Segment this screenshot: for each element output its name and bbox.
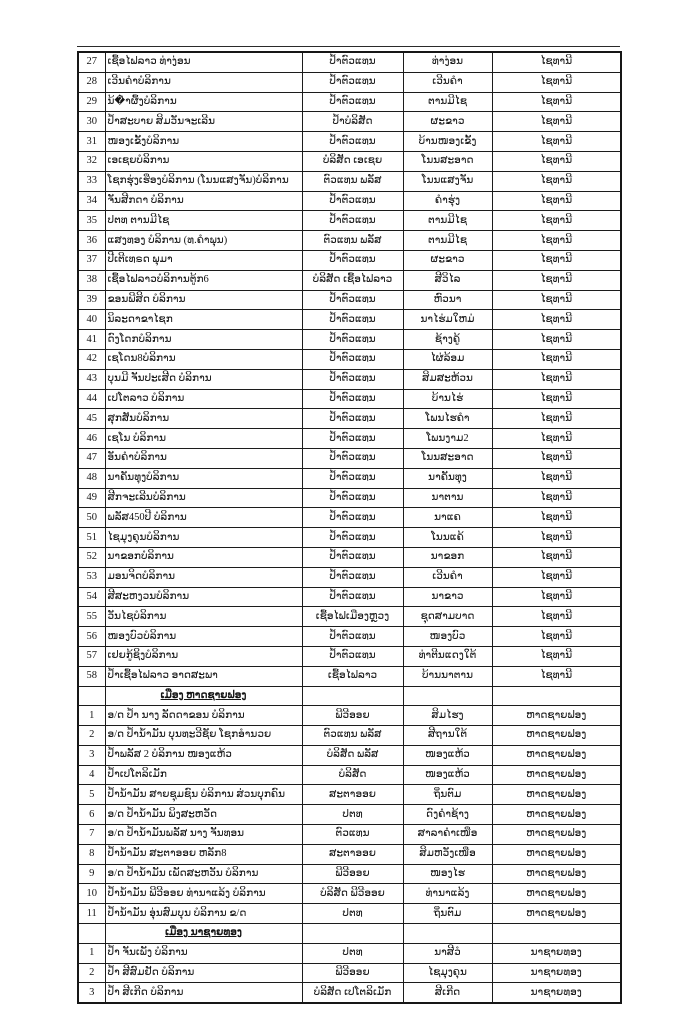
table-row (78, 508, 621, 528)
village-cell: ທ່າງ່ອນ (403, 52, 492, 72)
row-number-cell: 52 (78, 547, 105, 567)
table-row (78, 726, 621, 746)
table-row (78, 884, 621, 904)
empty-cell (302, 924, 403, 944)
station-name-cell: ຈັນສີກດາ ບໍລິການ (105, 191, 302, 211)
district-cell: ໄຊທານີ (492, 270, 621, 290)
district-cell: ໄຊທານີ (492, 508, 621, 528)
row-number-cell: 47 (78, 448, 105, 468)
row-number-cell: 32 (78, 151, 105, 171)
table-row (78, 389, 621, 409)
station-type-cell: ເຊື້ອໄຟເມືອງຫຼວງ (302, 607, 403, 627)
section-header (105, 686, 302, 706)
station-name-cell: ປ້ຳນ້ຳມັນ ສະຕາອອຍ ຫລັກ8 (105, 844, 302, 864)
station-type-cell: ປຕທ (302, 805, 403, 825)
village-cell: ໂນນສະອາດ (403, 448, 492, 468)
station-type-cell: ປ້ຳຕົວແທນ (302, 369, 403, 389)
station-name-cell: ເວີນຄຳບໍລິການ (105, 72, 302, 92)
station-name-cell: ອັນຄຳບໍລິການ (105, 448, 302, 468)
table-row (78, 72, 621, 92)
station-type-cell: ພີວີອອຍ (302, 706, 403, 726)
station-name-cell: ອ/ດ ປ້ຳນ້ຳມັນພລັສ ນາງ ຈັນທອນ (105, 825, 302, 845)
empty-cell (302, 686, 403, 706)
row-number-cell: 46 (78, 429, 105, 449)
station-name-cell: ນິລະດາຂາໄຊກ (105, 310, 302, 330)
village-cell: ໂນນແສງຈັນ (403, 171, 492, 191)
row-number-cell: 34 (78, 191, 105, 211)
table-row (78, 92, 621, 112)
table-row (78, 290, 621, 310)
empty-cell (492, 924, 621, 944)
village-cell: ຕານມີໄຊ (403, 211, 492, 231)
village-cell: ຜະຂາວ (403, 112, 492, 132)
table-row (78, 270, 621, 290)
station-type-cell: ຕົວແທນ ພລັສ (302, 726, 403, 746)
village-cell: ສາລາຄຳເໜືອ (403, 825, 492, 845)
station-name-cell: ສີສະຫງວນບໍລິການ (105, 587, 302, 607)
table-row (78, 488, 621, 508)
district-cell: ຫາດຊາຍຟອງ (492, 765, 621, 785)
row-number-cell: 9 (78, 864, 105, 884)
row-number-cell: 3 (78, 983, 105, 1003)
row-number-cell: 53 (78, 567, 105, 587)
row-number-cell: 35 (78, 211, 105, 231)
district-cell: ໄຊທານີ (492, 448, 621, 468)
district-cell: ໄຊທານີ (492, 349, 621, 369)
village-cell: ຄຳຮຸ່ງ (403, 191, 492, 211)
empty-cell (403, 924, 492, 944)
table-row (78, 429, 621, 449)
station-name-cell: ປ້ຳ ສີເກີດ ບໍລິການ (105, 983, 302, 1003)
table-row (78, 151, 621, 171)
table-row (78, 646, 621, 666)
district-cell: ໄຊທານີ (492, 211, 621, 231)
fuel-station-table (77, 51, 622, 1004)
station-name-cell: ປ້ຳ ສີສົມຢັດ ບໍລິການ (105, 963, 302, 983)
district-cell: ໄຊທານີ (492, 132, 621, 152)
row-number-cell: 57 (78, 646, 105, 666)
table-row (78, 448, 621, 468)
station-name-cell: ມອນຈິດບໍລິການ (105, 567, 302, 587)
table-row (78, 904, 621, 924)
row-number-cell: 43 (78, 369, 105, 389)
district-cell: ຫາດຊາຍຟອງ (492, 904, 621, 924)
station-name-cell: ໄຊມຸງຄຸນບໍລິການ (105, 528, 302, 548)
empty-cell (492, 686, 621, 706)
station-name-cell: ປ້ຳນ້ຳມັນ ອຸ່ນສົມບຸນ ບໍລິການ ຂ/ດ (105, 904, 302, 924)
district-cell: ໄຊທານີ (492, 52, 621, 72)
empty-cell (403, 686, 492, 706)
district-cell: ໄຊທານີ (492, 666, 621, 686)
village-cell: ໂນນແຄ້ (403, 528, 492, 548)
village-cell: ຕານມີໄຊ (403, 92, 492, 112)
district-cell: ໄຊທານີ (492, 171, 621, 191)
village-cell: ທ່າຕີນແດງໃຕ້ (403, 646, 492, 666)
station-name-cell: ດົງໂດກບໍລິການ (105, 330, 302, 350)
district-cell: ໄຊທານີ (492, 231, 621, 251)
station-name-cell: ບຸນມີ ຈັນປະເສີດ ບໍລິການ (105, 369, 302, 389)
row-number-cell: 38 (78, 270, 105, 290)
station-name-cell: ໜອງບົວບໍລິການ (105, 627, 302, 647)
station-name-cell: ເຊື້ອໄຟລາວບໍລິການຕູ້ກ6 (105, 270, 302, 290)
table-row (78, 983, 621, 1003)
station-name-cell: ສຸກສັນບໍລິການ (105, 409, 302, 429)
station-type-cell: ປ້ຳຕົວແທນ (302, 250, 403, 270)
table-row (78, 864, 621, 884)
district-cell: ຫາດຊາຍຟອງ (492, 864, 621, 884)
table-row (78, 231, 621, 251)
station-name-cell: ເຊື້ອໄຟລາວ ທ່າງ່ອນ (105, 52, 302, 72)
table-row (78, 250, 621, 270)
section-header-row (78, 924, 621, 944)
district-cell: ໄຊທານີ (492, 290, 621, 310)
row-number-cell: 2 (78, 726, 105, 746)
station-name-cell: ປ້ຳສະບາຍ ສິມວັນຈະເລີນ (105, 112, 302, 132)
row-number-cell: 36 (78, 231, 105, 251)
station-type-cell: ປ້ຳຕົວແທນ (302, 508, 403, 528)
table-row (78, 349, 621, 369)
table-row (78, 805, 621, 825)
district-cell: ຫາດຊາຍຟອງ (492, 745, 621, 765)
table-row (78, 627, 621, 647)
table-row (78, 963, 621, 983)
row-number-cell: 56 (78, 627, 105, 647)
station-name-cell: ປ້ຳພລັສ 2 ບໍລິການ ໜອງແຫ້ວ (105, 745, 302, 765)
station-type-cell: ປ້ຳຕົວແທນ (302, 468, 403, 488)
village-cell: ໜອງບົວ (403, 627, 492, 647)
section-header-label: ເມືອງ ນາຊາຍທອງ (165, 927, 242, 939)
station-type-cell: ປ້ຳຕົວແທນ (302, 330, 403, 350)
station-name-cell: ເຢຍກູ້ຊິງບໍລິການ (105, 646, 302, 666)
station-name-cell: ເອເຊຍບໍລິການ (105, 151, 302, 171)
table-row (78, 211, 621, 231)
row-number-cell: 27 (78, 52, 105, 72)
station-type-cell: ປ້ຳຕົວແທນ (302, 627, 403, 647)
row-number-cell: 33 (78, 171, 105, 191)
village-cell: ໜອງແຫ້ວ (403, 765, 492, 785)
row-number-cell: 50 (78, 508, 105, 528)
station-type-cell: ປ້ຳຕົວແທນ (302, 52, 403, 72)
station-name-cell: ປ້ຳເຊື້ອໄຟລາວ ອາດສະພາ (105, 666, 302, 686)
table-row (78, 369, 621, 389)
row-number-cell: 4 (78, 765, 105, 785)
station-name-cell: ປ້ຳນ້ຳມັນ ພີວີອອຍ ທ່ານາແລ້ງ ບໍລິການ (105, 884, 302, 904)
station-name-cell: ໜອງເຂັ້ງບໍລິການ (105, 132, 302, 152)
station-name-cell: ສີກຈະເລີນບໍລິການ (105, 488, 302, 508)
station-type-cell: ເຊື້ອໄຟລາວ (302, 666, 403, 686)
page-top-rule (77, 46, 620, 47)
table-row (78, 547, 621, 567)
station-type-cell: ບໍລິສັດ (302, 765, 403, 785)
row-number-cell: 8 (78, 844, 105, 864)
district-cell: ໄຊທານີ (492, 250, 621, 270)
station-name-cell: ອ/ດ ປ້ຳນ້ຳມັນ ພິງສະຫວັດ (105, 805, 302, 825)
table-row (78, 706, 621, 726)
row-number-cell: 42 (78, 349, 105, 369)
station-type-cell: ປ້ຳຕົວແທນ (302, 488, 403, 508)
station-name-cell: ອ/ດ ປ້ຳນ້ຳມັນ ບຸນທະວີຊັຍ ໂຊກອຳນວຍ (105, 726, 302, 746)
table-row (78, 567, 621, 587)
district-cell: ໄຊທານີ (492, 429, 621, 449)
row-number-cell: 1 (78, 943, 105, 963)
empty-cell (78, 686, 105, 706)
district-cell: ຫາດຊາຍຟອງ (492, 726, 621, 746)
row-number-cell: 31 (78, 132, 105, 152)
village-cell: ນາໄຮ່ມໃຫມ່ (403, 310, 492, 330)
district-cell: ໄຊທານີ (492, 112, 621, 132)
station-type-cell: ປ້ຳຕົວແທນ (302, 290, 403, 310)
village-cell: ໂນນສະອາດ (403, 151, 492, 171)
district-cell: ນາຊາຍທອງ (492, 983, 621, 1003)
district-cell: ຫາດຊາຍຟອງ (492, 785, 621, 805)
station-type-cell: ຕົວແທນ ພລັສ (302, 171, 403, 191)
station-name-cell: ອ/ດ ປ້ຳນ້ຳມັນ ເພັດສະຫວັນ ບໍລິການ (105, 864, 302, 884)
district-cell: ຫາດຊາຍຟອງ (492, 844, 621, 864)
empty-cell (78, 924, 105, 944)
district-cell: ນາຊາຍທອງ (492, 943, 621, 963)
village-cell: ໂພນງາມ2 (403, 429, 492, 449)
district-cell: ຫາດຊາຍຟອງ (492, 884, 621, 904)
row-number-cell: 6 (78, 805, 105, 825)
station-name-cell: ປ້ຳນ້ຳມັນ ສາຍຊຸມຊົນ ບໍລິການ ສ່ວນບຸກຄົນ (105, 785, 302, 805)
village-cell: ໜອງໄຮ (403, 864, 492, 884)
table-row (78, 468, 621, 488)
row-number-cell: 39 (78, 290, 105, 310)
row-number-cell: 55 (78, 607, 105, 627)
district-cell: ໄຊທານີ (492, 310, 621, 330)
village-cell: ຜະຂາວ (403, 250, 492, 270)
village-cell: ເວີນຄຳ (403, 567, 492, 587)
district-cell: ໄຊທານີ (492, 409, 621, 429)
table-row (78, 132, 621, 152)
district-cell: ໄຊທານີ (492, 468, 621, 488)
village-cell: ນາຕານ (403, 488, 492, 508)
row-number-cell: 11 (78, 904, 105, 924)
table-row (78, 844, 621, 864)
village-cell: ຊຸດສາມບາດ (403, 607, 492, 627)
station-name-cell: ນາຄັນທຸງບໍລິການ (105, 468, 302, 488)
village-cell: ສີເກີດ (403, 983, 492, 1003)
station-name-cell: ປ້ຳເປໂຕລິເມັກ (105, 765, 302, 785)
table-row (78, 785, 621, 805)
station-name-cell: ປຕທ ຕານມີໄຊ (105, 211, 302, 231)
station-type-cell: ປ້ຳຕົວແທນ (302, 72, 403, 92)
table-row (78, 825, 621, 845)
village-cell: ໄຜ່ລ້ອມ (403, 349, 492, 369)
station-name-cell: ໂຊກຮຸ່ງເຮືອງບໍລິການ (ໂນນແສງຈັນ)ບໍລິການ (105, 171, 302, 191)
section-header (105, 924, 302, 944)
village-cell: ດົງຄຳຊ້າງ (403, 805, 492, 825)
row-number-cell: 45 (78, 409, 105, 429)
section-header-label: ເມືອງ ຫາດຊາຍຟອງ (160, 689, 247, 701)
station-type-cell: ປ້ຳຕົວແທນ (302, 547, 403, 567)
table-row (78, 943, 621, 963)
station-name-cell: ນາຂອກບໍລິການ (105, 547, 302, 567)
station-name-cell: ນ້�ຳຜຶ້ງບໍລິການ (105, 92, 302, 112)
station-name-cell: ວັນໄຊບໍລິການ (105, 607, 302, 627)
table-row (78, 587, 621, 607)
station-type-cell: ປ້ຳຕົວແທນ (302, 409, 403, 429)
village-cell: ຖິ່ນຕົມ (403, 785, 492, 805)
village-cell: ນາແຄ (403, 508, 492, 528)
row-number-cell: 48 (78, 468, 105, 488)
station-type-cell: ປ້ຳຕົວແທນ (302, 211, 403, 231)
row-number-cell: 2 (78, 963, 105, 983)
station-type-cell: ບໍລິສັດ ເອເຊຍ (302, 151, 403, 171)
table-row (78, 52, 621, 72)
station-type-cell: ບໍລິສັດ ພີວີອອຍ (302, 884, 403, 904)
station-type-cell: ຕົວແທນ ພລັສ (302, 231, 403, 251)
village-cell: ບ້ານນາຕານ (403, 666, 492, 686)
row-number-cell: 51 (78, 528, 105, 548)
district-cell: ນາຊາຍທອງ (492, 963, 621, 983)
district-cell: ໄຊທານີ (492, 389, 621, 409)
station-type-cell: ປ້ຳຕົວແທນ (302, 191, 403, 211)
table-row (78, 607, 621, 627)
table-row (78, 528, 621, 548)
station-type-cell: ປ້ຳຕົວແທນ (302, 310, 403, 330)
district-cell: ໄຊທານີ (492, 587, 621, 607)
village-cell: ບ້ານໜອງເຂັ້ງ (403, 132, 492, 152)
village-cell: ສິມຫວັງເໜືອ (403, 844, 492, 864)
station-type-cell: ປ້ຳຕົວແທນ (302, 132, 403, 152)
station-name-cell: ປ້ຳ ຈັນເພັງ ບໍລິການ (105, 943, 302, 963)
station-type-cell: ປ້ຳຕົວແທນ (302, 429, 403, 449)
village-cell: ທ່ານາແລ້ງ (403, 884, 492, 904)
district-cell: ໄຊທານີ (492, 528, 621, 548)
district-cell: ໄຊທານີ (492, 627, 621, 647)
station-name-cell: ເປໂຕລາວ ບໍລິການ (105, 389, 302, 409)
village-cell: ຖິ່ນຕົມ (403, 904, 492, 924)
district-cell: ໄຊທານີ (492, 607, 621, 627)
station-type-cell: ປ້ຳບໍລິສັດ (302, 112, 403, 132)
station-type-cell: ພີວີອອຍ (302, 963, 403, 983)
district-cell: ຫາດຊາຍຟອງ (492, 805, 621, 825)
station-type-cell: ສະຕາອອຍ (302, 785, 403, 805)
station-type-cell: ປ້ຳຕົວແທນ (302, 567, 403, 587)
district-cell: ໄຊທານີ (492, 646, 621, 666)
station-name-cell: ເຊໂດນ8ບໍລິການ (105, 349, 302, 369)
district-cell: ໄຊທານີ (492, 567, 621, 587)
district-cell: ຫາດຊາຍຟອງ (492, 706, 621, 726)
station-type-cell: ປ້ຳຕົວແທນ (302, 528, 403, 548)
station-type-cell: ບໍລິສັດ ເປໂຕລິເມັກ (302, 983, 403, 1003)
station-name-cell: ຂອນພີສິດ ບໍລິການ (105, 290, 302, 310)
row-number-cell: 1 (78, 706, 105, 726)
station-type-cell: ສະຕາອອຍ (302, 844, 403, 864)
row-number-cell: 44 (78, 389, 105, 409)
table-row (78, 171, 621, 191)
district-cell: ໄຊທານີ (492, 191, 621, 211)
section-header-row (78, 686, 621, 706)
district-cell: ໄຊທານີ (492, 151, 621, 171)
station-type-cell: ປ້ຳຕົວແທນ (302, 389, 403, 409)
district-cell: ໄຊທານີ (492, 547, 621, 567)
district-cell: ໄຊທານີ (492, 72, 621, 92)
village-cell: ສີຖານໃຕ້ (403, 726, 492, 746)
table-row (78, 191, 621, 211)
station-type-cell: ປ້ຳຕົວແທນ (302, 587, 403, 607)
row-number-cell: 58 (78, 666, 105, 686)
station-type-cell: ປ້ຳຕົວແທນ (302, 92, 403, 112)
row-number-cell: 29 (78, 92, 105, 112)
row-number-cell: 41 (78, 330, 105, 350)
table-row (78, 409, 621, 429)
table-row (78, 765, 621, 785)
station-name-cell: ແສງທອງ ບໍລິການ (ທ.ຄຳພຸນ) (105, 231, 302, 251)
station-type-cell: ບໍລິສັດ ພລັສ (302, 745, 403, 765)
row-number-cell: 49 (78, 488, 105, 508)
village-cell: ນາຂາວ (403, 587, 492, 607)
village-cell: ໄຊມຸງຄຸນ (403, 963, 492, 983)
table-row (78, 112, 621, 132)
village-cell: ບ້ານໄຮ່ (403, 389, 492, 409)
village-cell: ໂພນໄຮຄຳ (403, 409, 492, 429)
station-type-cell: ປ້ຳຕົວແທນ (302, 646, 403, 666)
village-cell: ຫົວນາ (403, 290, 492, 310)
station-name-cell: ພລັສ450ປີ ບໍລິການ (105, 508, 302, 528)
village-cell: ສິມສະຫ້ວນ (403, 369, 492, 389)
station-type-cell: ບໍລິສັດ ເຊື້ອໄຟລາວ (302, 270, 403, 290)
row-number-cell: 10 (78, 884, 105, 904)
row-number-cell: 7 (78, 825, 105, 845)
village-cell: ຕານມີໄຊ (403, 231, 492, 251)
village-cell: ນາຄັນທຸງ (403, 468, 492, 488)
row-number-cell: 28 (78, 72, 105, 92)
table-row (78, 666, 621, 686)
station-type-cell: ປ້ຳຕົວແທນ (302, 448, 403, 468)
row-number-cell: 40 (78, 310, 105, 330)
village-cell: ສີວິໄລ (403, 270, 492, 290)
village-cell: ນາສີວໍ (403, 943, 492, 963)
table-body (78, 52, 621, 1003)
district-cell: ໄຊທານີ (492, 369, 621, 389)
station-type-cell: ປຕທ (302, 943, 403, 963)
district-cell: ຫາດຊາຍຟອງ (492, 825, 621, 845)
station-type-cell: ປ້ຳຕົວແທນ (302, 349, 403, 369)
station-type-cell: ຕົວແທນ (302, 825, 403, 845)
district-cell: ໄຊທານີ (492, 92, 621, 112)
row-number-cell: 37 (78, 250, 105, 270)
village-cell: ຊ້າງຄູ້ (403, 330, 492, 350)
row-number-cell: 3 (78, 745, 105, 765)
station-name-cell: ປີເຕີເທຣດ ພຸມາ (105, 250, 302, 270)
village-cell: ສິມໄຮງ (403, 706, 492, 726)
table-row (78, 745, 621, 765)
village-cell: ໜອງແຫ້ວ (403, 745, 492, 765)
row-number-cell: 30 (78, 112, 105, 132)
row-number-cell: 54 (78, 587, 105, 607)
village-cell: ເວີນຄຳ (403, 72, 492, 92)
district-cell: ໄຊທານີ (492, 330, 621, 350)
table-row (78, 310, 621, 330)
row-number-cell: 5 (78, 785, 105, 805)
station-name-cell: ອ/ດ ປ້ຳ ນາງ ລັດດາຂອນ ບໍລິການ (105, 706, 302, 726)
district-cell: ໄຊທານີ (492, 488, 621, 508)
station-type-cell: ປຕທ (302, 904, 403, 924)
table-row (78, 330, 621, 350)
station-type-cell: ພີວີອອຍ (302, 864, 403, 884)
station-name-cell: ເຊໂນ ບໍລິການ (105, 429, 302, 449)
village-cell: ນາຂອກ (403, 547, 492, 567)
